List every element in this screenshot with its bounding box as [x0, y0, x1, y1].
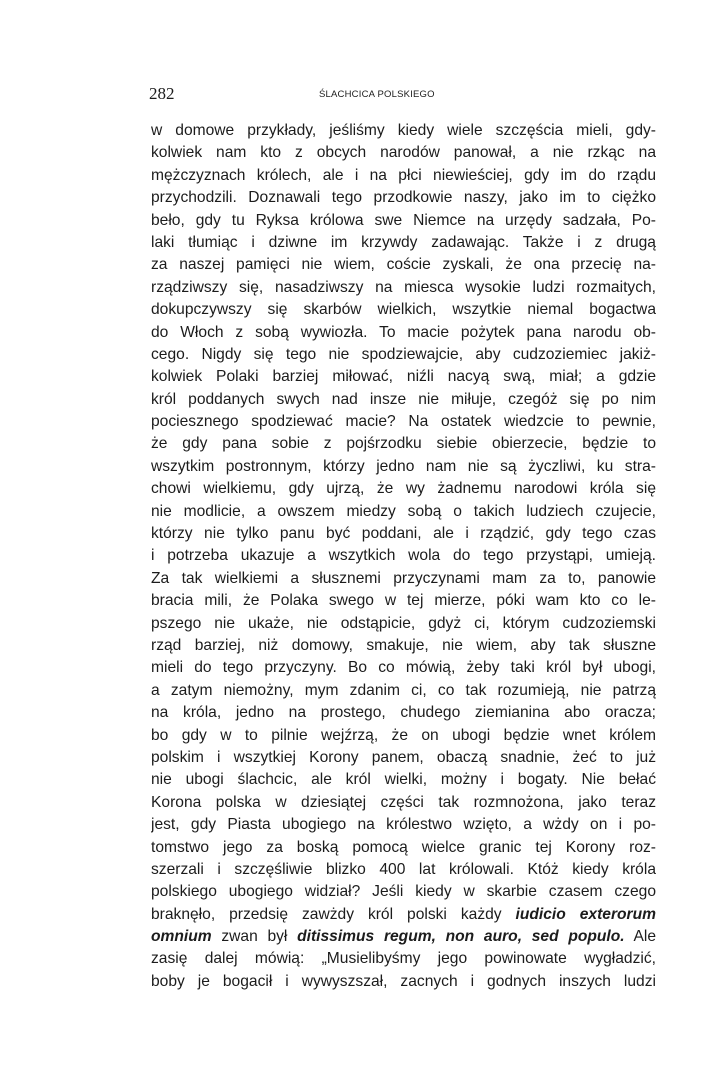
- text-line: mężczyznach królech, ale i na płci niewieściej, gdy im do rządu: [151, 166, 656, 184]
- text-line: kolwiek Polaki barziej miłować, niźli nacyą swą, miał; a gdzie: [151, 368, 656, 386]
- text-line: przychodzili. Doznawali tego przodkowie naszy, jako im to ciężko: [151, 189, 656, 207]
- text-line: bo gdy w to pilnie wejźrzą, że on ubogi będzie wnet królem: [151, 726, 656, 744]
- text-line: do Włoch z sobą wywiozła. To macie pożytek pana narodu ob-: [151, 323, 656, 341]
- text-line: wszytkim postronnym, którzy jedno nam nie są życzliwi, ku stra-: [151, 457, 656, 475]
- page-number: 282: [149, 84, 175, 103]
- text-line: boby je bogacił i wywyszszał, zacnych i godnych inszych ludzi: [151, 972, 656, 990]
- text-line: polskiego ubogiego widział? Jeśli kiedy w skarbie czasem czego: [151, 883, 656, 901]
- text-line: że gdy pana sobie z pojśrzodku siebie obierzecie, będzie to: [151, 435, 656, 453]
- text-line: Korona polska w dziesiątej części tak rozmnożona, jako teraz: [151, 793, 656, 811]
- text-line: zasię dalej mówią: „Musielibyśmy jego powinowate wygładzić,: [151, 950, 656, 968]
- text-line: cego. Nigdy się tego nie spodziewajcie, aby cudzoziemiec jakiż-: [151, 345, 656, 363]
- text-line-with-italic: [151, 926, 656, 948]
- text-line: laki tłumiąc i dziwne im krzywdy zadawając. Także i z drugą: [151, 233, 656, 251]
- latin-phrase: ditissimus regum, non auro, sed populo.: [297, 928, 625, 946]
- text-line: bracia mili, że Polaka swego w tej mierze, póki wam kto co le-: [151, 592, 656, 610]
- text-line: Za tak wielkiemi a słusznemi przyczynami mam za to, panowie: [151, 569, 656, 587]
- text-line: pszego nie ukaże, nie odstąpicie, gdyż ci, którym cudzoziemski: [151, 614, 656, 632]
- text-segment: zwan był: [211, 928, 298, 946]
- text-line: beło, gdy tu Ryksa królowa swe Niemce na urzędy sadzała, Po-: [151, 211, 656, 229]
- text-line: dokupczywszy się skarbów wielkich, wszytkie niemal bogactwa: [151, 301, 656, 319]
- latin-phrase: iudicio exterorum: [515, 905, 656, 923]
- text-line: szerzali i szczęśliwie blizko 400 lat królowali. Któż kiedy króla: [151, 860, 656, 878]
- text-line: na króla, jedno na prostego, chudego ziemianina abo oracza;: [151, 704, 656, 722]
- text-line: polskim i wszytkiej Korony panem, obaczą snadnie, żeć to już: [151, 748, 656, 766]
- text-line: w domowe przykłady, jeśliśmy kiedy wiele szczęścia mieli, gdy-: [151, 122, 656, 139]
- text-line: nie ubogi ślachcic, ale król wielki, możny i bogaty. Nie bełać: [151, 771, 656, 789]
- text-segment: braknęło, przedsię zawżdy król polski każdy: [151, 905, 516, 923]
- body-text: [151, 120, 656, 993]
- text-line: a zatym niemożny, mym zdanim ci, co tak rozumieją, nie patrzą: [151, 681, 656, 699]
- text-line: król poddanych swych nad insze nie miłuje, czegóż się po nim: [151, 390, 656, 408]
- text-segment: Ale: [624, 928, 656, 946]
- text-line: za naszej pamięci nie wiem, coście zyskali, że ona przecię na-: [151, 256, 656, 274]
- latin-phrase: omnium: [151, 928, 212, 946]
- text-line: którzy nie tylko panu być poddani, ale i rządzić, gdy tego czas: [151, 525, 656, 543]
- text-line: pociesznego spodziewać macie? Na ostatek wiedzcie to pewnie,: [151, 413, 656, 431]
- text-line: mieli do tego przyczyny. Bo co mówią, żeby taki król był ubogi,: [151, 659, 656, 677]
- text-line: kolwiek nam kto z obcych narodów panował, a nie rzkąc na: [151, 144, 656, 162]
- text-line: jest, gdy Piasta ubogiego na królestwo wzięto, a wżdy on i po-: [151, 816, 656, 834]
- text-line: tomstwo jego za boską pomocą wielce granic tej Korony roz-: [151, 838, 656, 856]
- text-line: rząd barziej, niż domowy, smakuje, nie wiem, aby tak słuszne: [151, 636, 656, 654]
- text-line-with-italic: [151, 904, 656, 926]
- text-line: i potrzeba ukazuje a wszytkich wola do tego przystąpi, umieją.: [151, 547, 656, 565]
- running-title: ŚLACHCICA POLSKIEGO: [319, 89, 435, 100]
- text-line: nie modlicie, a owszem miedzy sobą o takich ludziech czujecie,: [151, 502, 656, 520]
- text-line: rządziwszy się, nasadziwszy na miesca wysokie ludzi rozmaitych,: [151, 278, 656, 296]
- text-line: chowi wielkiemu, gdy ujrzą, że wy żadnemu narodowi króla się: [151, 480, 656, 498]
